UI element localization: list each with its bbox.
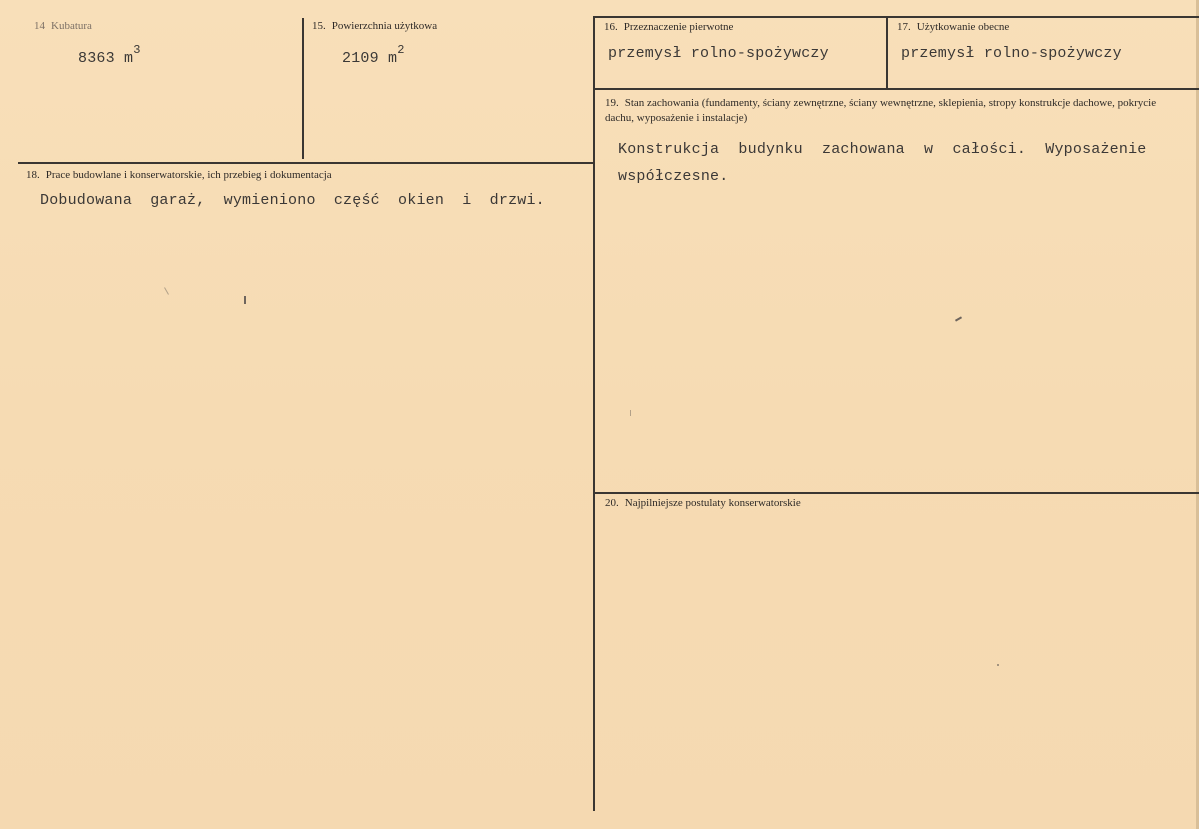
field-16-value: przemysł rolno-spożywczy: [608, 45, 829, 62]
paper-speck: [997, 664, 999, 666]
paper-speck: [630, 410, 631, 416]
divider-h-top: [594, 16, 1199, 18]
divider-h-1617: [594, 88, 1199, 90]
field-16-label: [604, 21, 733, 33]
field-20-label: [605, 497, 801, 509]
field-14-value-text: 8363 m: [78, 50, 134, 67]
field-16-number: 16.: [604, 21, 618, 33]
divider-v-main: [593, 16, 595, 811]
field-20-number: 20.: [605, 497, 619, 509]
field-17-number: 17.: [897, 21, 911, 33]
field-19-number: 19.: [605, 97, 619, 109]
field-19-title: Stan zachowania (fundamenty, ściany zewnętrzne, ściany wewnętrzne, sklepienia, stropy konstrukcje dachowe, pokrycie dachu, wyposażenie i instalacje): [605, 97, 1157, 124]
divider-v-1415: [302, 18, 304, 159]
divider-h-18: [18, 162, 594, 164]
field-17-value: przemysł rolno-spożywczy: [901, 45, 1122, 62]
field-20-title: Najpilniejsze postulaty konserwatorskie: [624, 497, 801, 509]
field-15-label: [312, 20, 437, 32]
field-14-value-sup: 3: [133, 43, 141, 57]
field-18-number: 18.: [26, 169, 40, 181]
paper-speck: [955, 316, 962, 321]
field-19-label: [605, 96, 1185, 126]
field-14-number: 14: [34, 20, 45, 32]
field-17-label: [897, 21, 1009, 33]
field-17-title: Użytkowanie obecne: [916, 21, 1010, 33]
field-18-value: Dobudowana garaż, wymieniono część okien i drzwi.: [40, 192, 545, 209]
paper-speck: [244, 296, 246, 304]
field-15-title: Powierzchnia użytkowa: [331, 20, 438, 32]
field-14-value: [78, 43, 141, 67]
field-19-value: Konstrukcja budynku zachowana w całości. Wyposażenie współczesne.: [618, 141, 1147, 185]
field-15-value-text: 2109 m: [342, 50, 398, 67]
field-15-number: 15.: [312, 20, 326, 32]
field-14-title: Kubatura: [51, 20, 92, 32]
field-16-title: Przeznaczenie pierwotne: [623, 21, 734, 33]
field-18-label: [26, 169, 332, 181]
divider-h-20: [594, 492, 1199, 494]
field-14-label: [34, 20, 92, 32]
field-15-value-sup: 2: [397, 43, 405, 57]
field-15-value: [342, 43, 405, 67]
paper-speck: [164, 287, 169, 294]
divider-v-1617: [886, 16, 888, 88]
field-18-title: Prace budowlane i konserwatorskie, ich przebieg i dokumentacja: [45, 169, 332, 181]
